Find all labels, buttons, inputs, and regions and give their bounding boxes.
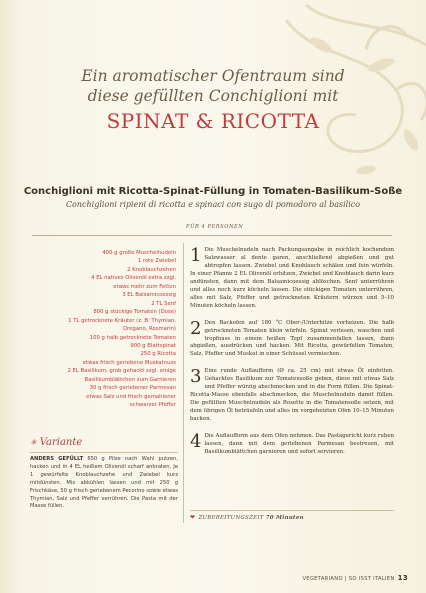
instruction-steps [190, 247, 394, 466]
step-number: 4 [190, 431, 202, 453]
instruction-step [190, 317, 394, 360]
step-number: 1 [190, 245, 202, 266]
ingredient-item: 900 g Blattspinat [130, 342, 176, 349]
headline-line-2: diese gefüllten Conchiglioni mit [87, 87, 339, 105]
preparation-time-value: 70 Minuten [265, 515, 304, 521]
headline-title: SPINAT & RICOTTA [106, 109, 320, 133]
page-number: 13 [397, 574, 408, 582]
ingredient-item: etwas mehr zum Fetten [113, 283, 176, 290]
ingredient-item: 3 EL Balsamicoessig [122, 292, 176, 299]
column-divider [183, 243, 184, 523]
variante-box [30, 436, 178, 511]
ingredient-item: Oregano, Rosmarin) [123, 326, 176, 333]
ingredient-item: 800 g stückige Tomaten (Dose) [93, 309, 176, 316]
ingredient-item: etwas frisch geriebene Muskatnuss [82, 359, 176, 366]
divider [32, 235, 392, 236]
step-number: 3 [190, 366, 202, 388]
instruction-step [190, 433, 394, 457]
ingredient-item: 250 g Ricotta [140, 351, 176, 358]
step-text: Eine runde Auflaufform (Ø ca. 25 cm) mit etwas Öl einfetten. Gehacktes Basilikum zur Tomatensoße geben, diese mit etwas Salz und Pfeffer würzig abschmecken und in die Form füllen. Die Spinat-Ricotta-Masse ebenfalls abschmecken, die Muschelnudeln damit füllen. Die gefüllten Muschelnudeln als Rosette in die Tomatensoße setzen, mit dem übrigen Öl beträufeln und alles im vorgeheizten Ofen 10–15 Minuten backen. [190, 368, 394, 423]
ingredient-item: Basilikumblättchen zum Garnieren [84, 376, 176, 383]
recipe-title: Conchiglioni mit Ricotta-Spinat-Füllung in Tomaten-Basilikum-Soße [23, 186, 403, 197]
ingredient-item: schwarzer Pfeffer [129, 402, 176, 409]
variante-heading-text: Variante [39, 437, 83, 448]
recipe-italian-title: Conchiglioni ripieni di ricotta e spinaci con sugo di pomodoro al basilico [65, 200, 361, 209]
sparkle-icon: ✳ [30, 438, 37, 447]
ingredient-item: 2 TL Senf [151, 300, 176, 307]
image-credit-strip [6, 430, 14, 580]
headline-line-1: Ein aromatischer Ofentraum sind [81, 67, 345, 85]
ingredient-item: 4 EL natives Olivenöl extra zzgl. [91, 275, 176, 282]
ingredient-list [22, 249, 176, 410]
headline [40, 66, 386, 134]
ingredient-item: 100 g halb getrocknete Tomaten [89, 334, 176, 341]
ingredient-item: 1 rote Zwiebel [137, 258, 176, 265]
ingredient-item: 1 TL getrocknete Kräuter (z. B. Thymian, [68, 317, 176, 324]
recipe-subtitle [20, 185, 406, 210]
variante-text [30, 456, 178, 511]
step-number: 2 [190, 317, 202, 339]
preparation-time-label: ZUBEREITUNGSZEIT [198, 515, 264, 521]
magazine-name: VEGETARIANO | SO ISST ITALIEN [302, 576, 395, 582]
page-footer [302, 574, 408, 582]
ingredient-item: etwas Salz und frisch gemahlener [86, 393, 176, 400]
step-text: Die Muschelnudeln nach Packungsangabe in reichlich kochendem Salzwasser al dente garen, anschließend abgießen und gut abtropfen lassen. Zwiebel und Knoblauch schälen und fein würfeln. In einer Pfanne 2 EL Olivenöl erhitzen, Zwiebel und Knoblauch darin kurz andünsten, dann mit dem Balsamicoessig ablöschen. Senf unterrühren und alles noch kurz köcheln lassen. Die stückigen Tomaten unterrühren, alles mit Salz, Pfeffer und getrockneten Kräutern würzen und 5–10 Minuten köcheln lassen. [190, 247, 394, 309]
preparation-time [190, 514, 394, 521]
image-credit-text [6, 579, 10, 580]
ingredient-item: 2 EL Basilikum, grob gehackt zzgl. einige [67, 368, 176, 375]
ingredient-item: 400 g große Muschelnudeln [102, 250, 176, 256]
divider [190, 510, 394, 511]
servings-label: FÜR 4 PERSONEN [186, 224, 244, 230]
step-text: Den Backofen auf 180 °C Ober-/Unterhitze vorheizen. Die halb getrockneten Tomaten klein würfeln. Spinat verlesen, waschen und tropfnass in einem heißen Topf zusammenfallen lassen, dann abgießen, ausdrücken und hacken. Mit Ricotta, gewürfelten Tomaten, Salz, Pfeffer und Muskat in einer Schüssel vermischen. [190, 319, 394, 358]
instruction-step [190, 368, 394, 424]
variante-body: 650 g Pilze nach Wahl putzen, hacken und in 4 EL heißem Olivenöl scharf anbraten. Je 1 gewürfelte Knoblauchzehe und Zwiebel kurz mitdünsten. Mix abkühlen lassen und mit 250 g Frischkäse, 50 g frisch geriebenem Pecorino sowie etwas Thymian, Salz und Pfeffer verrühren. Die Pasta mit der Masse füllen. [30, 456, 178, 510]
variante-divider [30, 452, 178, 453]
variante-lead: ANDERS GEFÜLLT [30, 456, 84, 462]
ingredient-item: 2 Knoblauchzehen [127, 266, 176, 273]
variante-heading [30, 436, 178, 450]
heart-icon: ❤ [190, 514, 196, 521]
instruction-step [190, 247, 394, 311]
ingredient-item: 30 g frisch geriebener Parmesan [89, 385, 176, 392]
step-text: Die Auflaufform aus dem Ofen nehmen. Das Pastagericht kurz ruhen lassen, dann mit dem geriebenen Parmesan bestreuen, mit Basilikumblättchen garnieren und sofort servieren. [204, 433, 394, 455]
